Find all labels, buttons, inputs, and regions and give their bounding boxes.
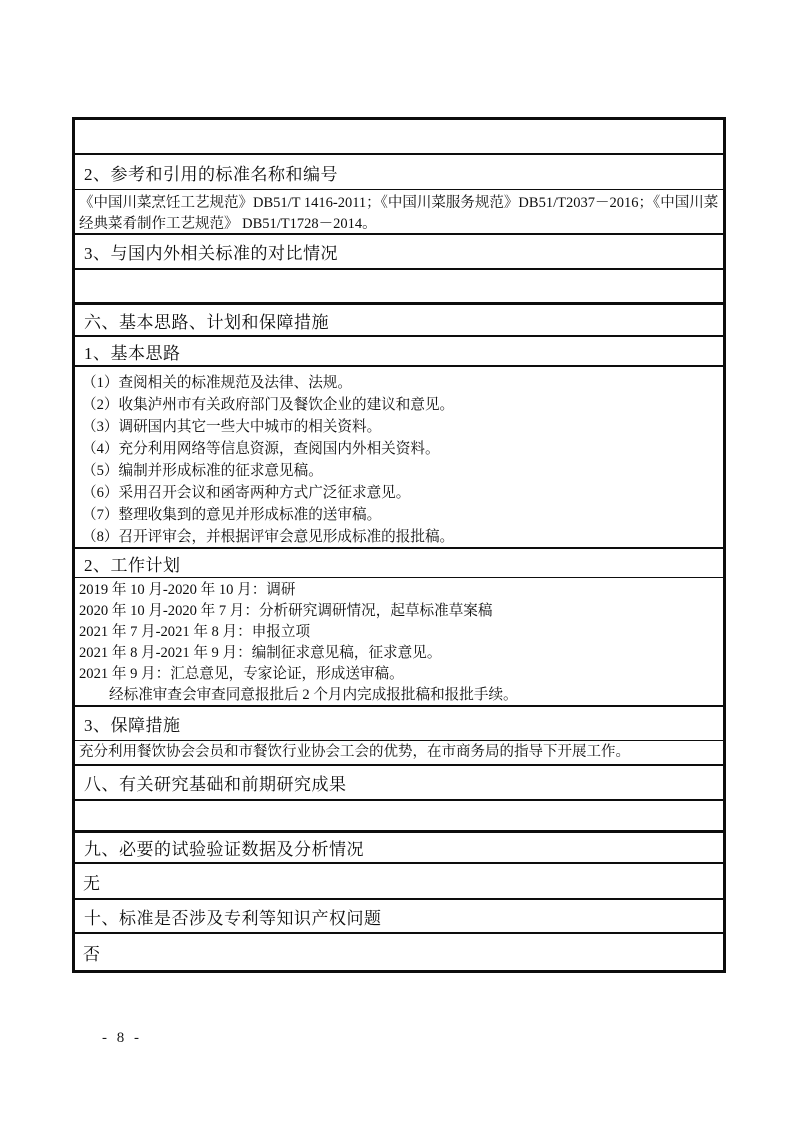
basic-approach-item: （8）召开评审会，并根据评审会意见形成标准的报批稿。: [82, 529, 455, 545]
heading-section-six: 六、基本思路、计划和保障措施: [75, 302, 723, 335]
work-plan-item: 2019 年 10 月-2020 年 10 月：调研: [79, 582, 296, 598]
table-row-top-empty: [75, 120, 723, 153]
comparison-content-empty: [75, 268, 723, 302]
heading-comparison-domestic-foreign: 3、与国内外相关标准的对比情况: [75, 233, 723, 268]
safeguard-measures-content: 充分利用餐饮协会会员和市餐饮行业协会工会的优势，在市商务局的指导下开展工作。: [75, 740, 723, 764]
work-plan-schedule: [75, 577, 723, 705]
referenced-standards-content: 《中国川菜烹饪工艺规范》DB51/T 1416-2011；《中国川菜服务规范》DB51/T2037－2016；《中国川菜经典菜肴制作工艺规范》 DB51/T1728－2014。: [75, 189, 723, 233]
basic-approach-item: （6）采用召开会议和函寄两种方式广泛征求意见。: [82, 485, 411, 501]
patent-ip-answer: 否: [75, 932, 723, 970]
heading-test-verification-data: 九、必要的试验验证数据及分析情况: [75, 830, 723, 862]
heading-referenced-standards: 2、参考和引用的标准名称和编号: [75, 153, 723, 189]
page-number: - 8 -: [102, 1030, 142, 1046]
basic-approach-item: （3）调研国内其它一些大中城市的相关资料。: [82, 419, 382, 435]
basic-approach-item: （5）编制并形成标准的征求意见稿。: [82, 463, 323, 479]
heading-patent-ip-issues: 十、标准是否涉及专利等知识产权问题: [75, 898, 723, 932]
research-basis-content-empty: [75, 799, 723, 830]
work-plan-item: 经标准审查会审查同意报批后 2 个月内完成报批稿和报批手续。: [109, 687, 518, 703]
basic-approach-item: （1）查阅相关的标准规范及法律、法规。: [82, 375, 352, 391]
basic-approach-item: （4）充分利用网络等信息资源，查阅国内外相关资料。: [82, 441, 440, 457]
heading-work-plan: 2、工作计划: [75, 547, 723, 577]
heading-research-basis: 八、有关研究基础和前期研究成果: [75, 764, 723, 799]
work-plan-item: 2021 年 9 月：汇总意见，专家论证，形成送审稿。: [79, 666, 404, 682]
work-plan-item: 2021 年 7 月-2021 年 8 月：申报立项: [79, 624, 311, 640]
standard-drafting-form-table: [72, 117, 726, 973]
heading-basic-approach: 1、基本思路: [75, 335, 723, 365]
basic-approach-item: （7）整理收集到的意见并形成标准的送审稿。: [82, 507, 382, 523]
work-plan-item: 2021 年 8 月-2021 年 9 月：编制征求意见稿，征求意见。: [79, 645, 442, 661]
basic-approach-item: （2）收集泸州市有关政府部门及餐饮企业的建议和意见。: [82, 397, 455, 413]
work-plan-item: 2020 年 10 月-2020 年 7 月：分析研究调研情况，起草标准草案稿: [79, 603, 493, 619]
heading-safeguard-measures: 3、保障措施: [75, 705, 723, 740]
test-verification-answer: 无: [75, 862, 723, 898]
basic-approach-list: [75, 365, 723, 547]
